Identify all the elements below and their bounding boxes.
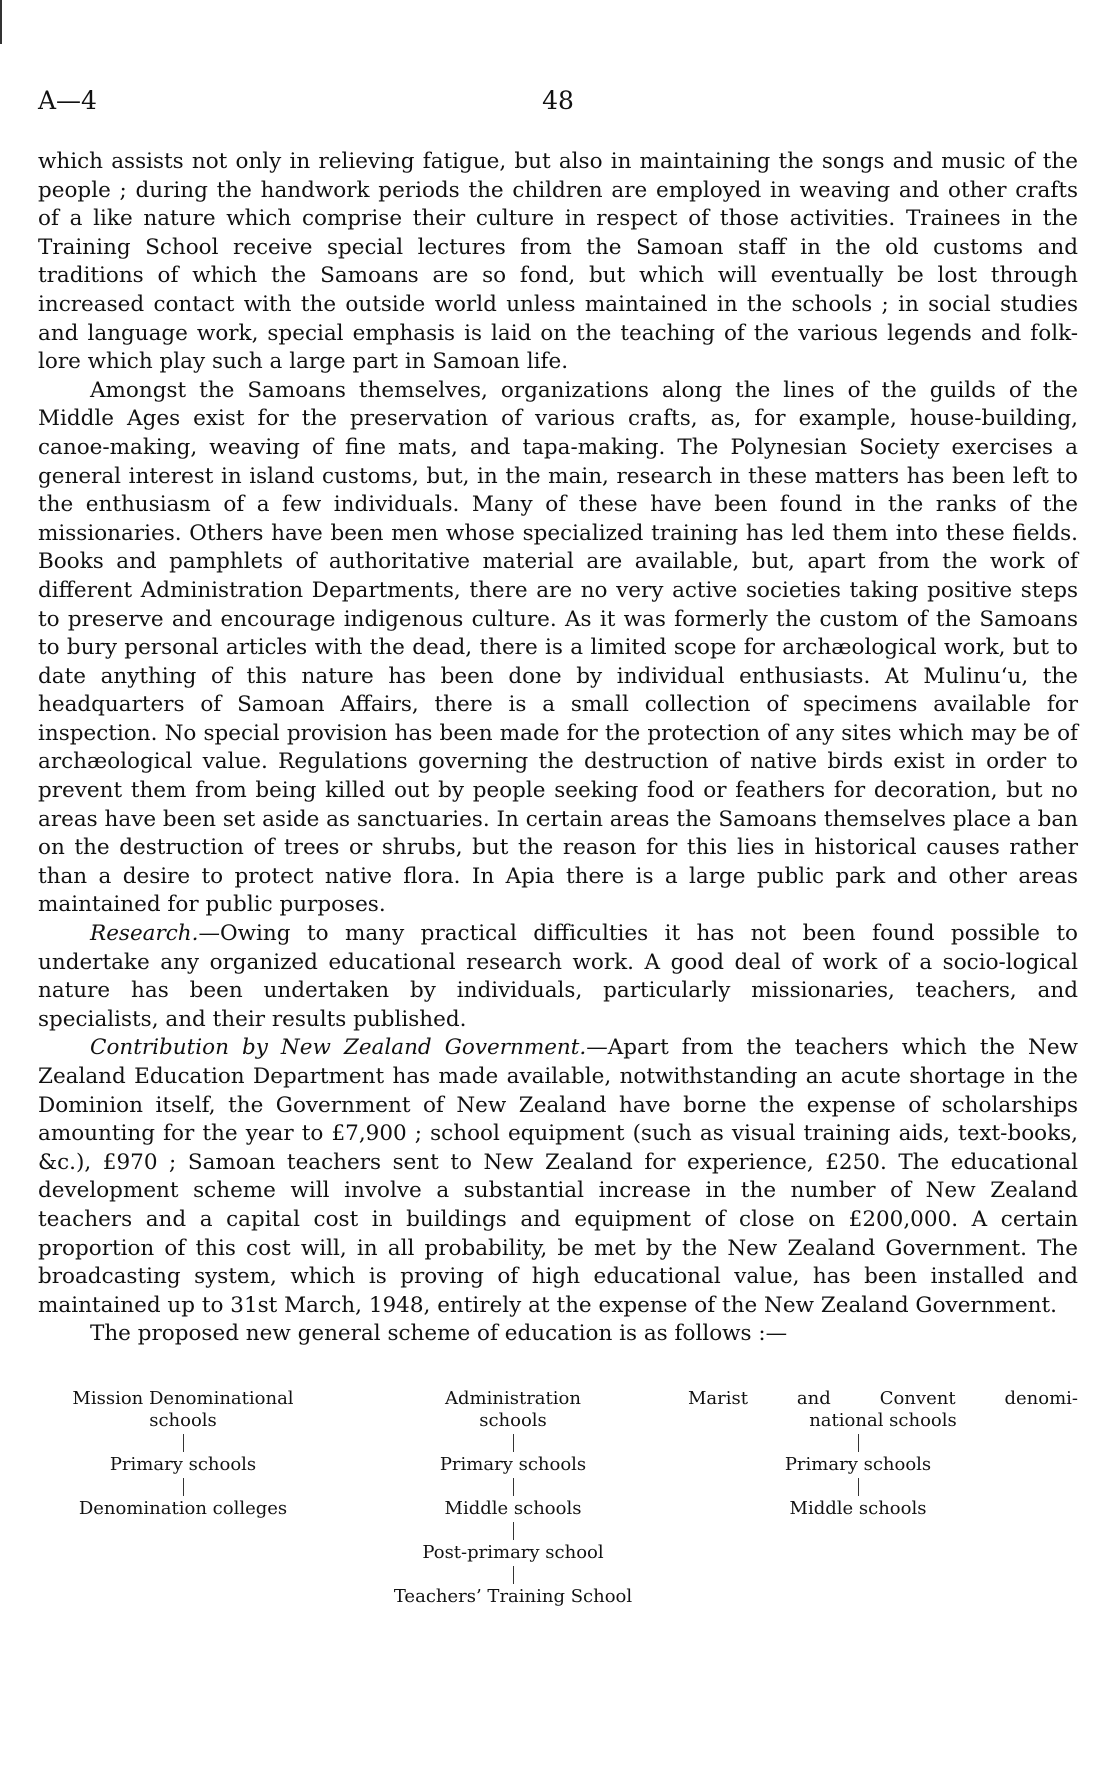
page-header bbox=[38, 86, 1078, 120]
scheme-right-top-line2: national schools bbox=[809, 1410, 957, 1431]
heading-research: Research. bbox=[90, 921, 199, 947]
scheme-center-top-line2: schools bbox=[479, 1410, 547, 1431]
research-text: —Owing to many practical difficulties it has not been found possible to undertake any organized educational research work. A good deal of work of a socio-logical nature has been undertaken by individuals, particularly missionaries, teachers, and specialists, and their results published. bbox=[38, 921, 1078, 1032]
education-scheme-diagram bbox=[38, 1388, 1078, 1628]
scheme-center-middle: Middle schools bbox=[444, 1498, 582, 1519]
connector-line bbox=[858, 1434, 859, 1452]
document-body bbox=[38, 148, 1078, 1349]
section-code: A—4 bbox=[38, 86, 97, 115]
scheme-center-top bbox=[368, 1388, 658, 1432]
page-number: 48 bbox=[542, 86, 574, 115]
connector-line bbox=[513, 1478, 514, 1496]
scheme-center-top-line1: Administration bbox=[445, 1388, 581, 1409]
contribution-text: —Apart from the teachers which the New Zealand Education Department has made available, notwithstanding an acute shortage in the Dominion itself, the Government of New Zealand have borne the expense of scholarships amounting for the year to £7,900 ; school equipment (such as visual training aids, text-books, &c.), £970 ; Samoan teachers sent to New Zealand for experience, £250. The educational development scheme will involve a substantial increase in the number of New Zealand teachers and a capital cost in buildings and equipment of close on £200,000. A certain proportion of this cost will, in all probability, be met by the New Zealand Government. The broadcasting system, which is proving of high educational value, has been installed and maintained up to 31st March, 1948, entirely at the expense of the New Zealand Government. bbox=[38, 1035, 1078, 1318]
scheme-center-post-primary: Post-primary school bbox=[422, 1542, 604, 1563]
connector-line bbox=[183, 1478, 184, 1496]
scheme-left-primary: Primary schools bbox=[109, 1454, 257, 1475]
scheme-right-middle: Middle schools bbox=[789, 1498, 927, 1519]
scheme-right-primary: Primary schools bbox=[784, 1454, 932, 1475]
paragraph-research bbox=[38, 920, 1078, 1034]
heading-contribution: Contribution by New Zealand Government. bbox=[90, 1035, 587, 1061]
paragraph-continuation: which assists not only in relieving fatigue, but also in maintaining the songs and music of the people ; during the handwork periods the children are employed in weaving and other crafts of a like nature which comprise their culture in respect of those activities. Trainees in the Training School receive special lectures from the Samoan staff in the old customs and traditions of which the Samoans are so fond, but which will eventually be lost through increased contact with the outside world unless maintained in the schools ; in social studies and language work, special emphasis is laid on the teaching of the various legends and folk-lore which play such a large part in Samoan life. bbox=[38, 149, 1078, 375]
scheme-right-top-line1: Marist and Convent denomi- bbox=[688, 1388, 1078, 1409]
connector-line bbox=[513, 1434, 514, 1452]
scheme-center-training: Teachers’ Training School bbox=[393, 1586, 633, 1607]
paragraph-contribution bbox=[38, 1034, 1078, 1320]
scheme-left-top-line2: schools bbox=[149, 1410, 217, 1431]
scheme-left-top bbox=[38, 1388, 328, 1432]
scheme-intro: The proposed new general scheme of education is as follows :— bbox=[90, 1321, 788, 1347]
connector-line bbox=[513, 1522, 514, 1540]
connector-line bbox=[513, 1566, 514, 1584]
connector-line bbox=[858, 1478, 859, 1496]
scheme-left-colleges: Denomination colleges bbox=[78, 1498, 288, 1519]
paragraph-guilds: Amongst the Samoans themselves, organizations along the lines of the guilds of the Middle Ages exist for the preservation of various crafts, as, for example, house-building, canoe-making, weaving of fine mats, and tapa-making. The Polynesian Society exercises a general interest in island customs, but, in the main, research in these matters has been left to the enthusiasm of a few individuals. Many of these have been found in the ranks of the missionaries. Others have been men whose specialized training has led them into these fields. Books and pamphlets of authoritative material are available, but, apart from the work of different Administration Departments, there are no very active societies taking positive steps to preserve and encourage indigenous culture. As it was formerly the custom of the Samoans to bury personal articles with the dead, there is a limited scope for archæological work, but to date anything of this nature has been done by individual enthusiasts. At Mulinu‘u, the headquarters of Samoan Affairs, there is a small collection of specimens available for inspection. No special provision has been made for the protection of any sites which may be of archæological value. Regulations governing the destruction of native birds exist in order to prevent them from being killed out by people seeking food or feathers for decoration, but no areas have been set aside as sanctuaries. In certain areas the Samoans themselves place a ban on the destruction of trees or shrubs, but the reason for this lies in historical causes rather than a desire to protect native flora. In Apia there is a large public park and other areas maintained for public purposes. bbox=[38, 377, 1078, 918]
scheme-center-primary: Primary schools bbox=[439, 1454, 587, 1475]
page-edge-mark bbox=[0, 0, 2, 44]
scheme-right-top bbox=[688, 1388, 1078, 1432]
scheme-left-top-line1: Mission Denominational bbox=[72, 1388, 294, 1409]
connector-line bbox=[183, 1434, 184, 1452]
